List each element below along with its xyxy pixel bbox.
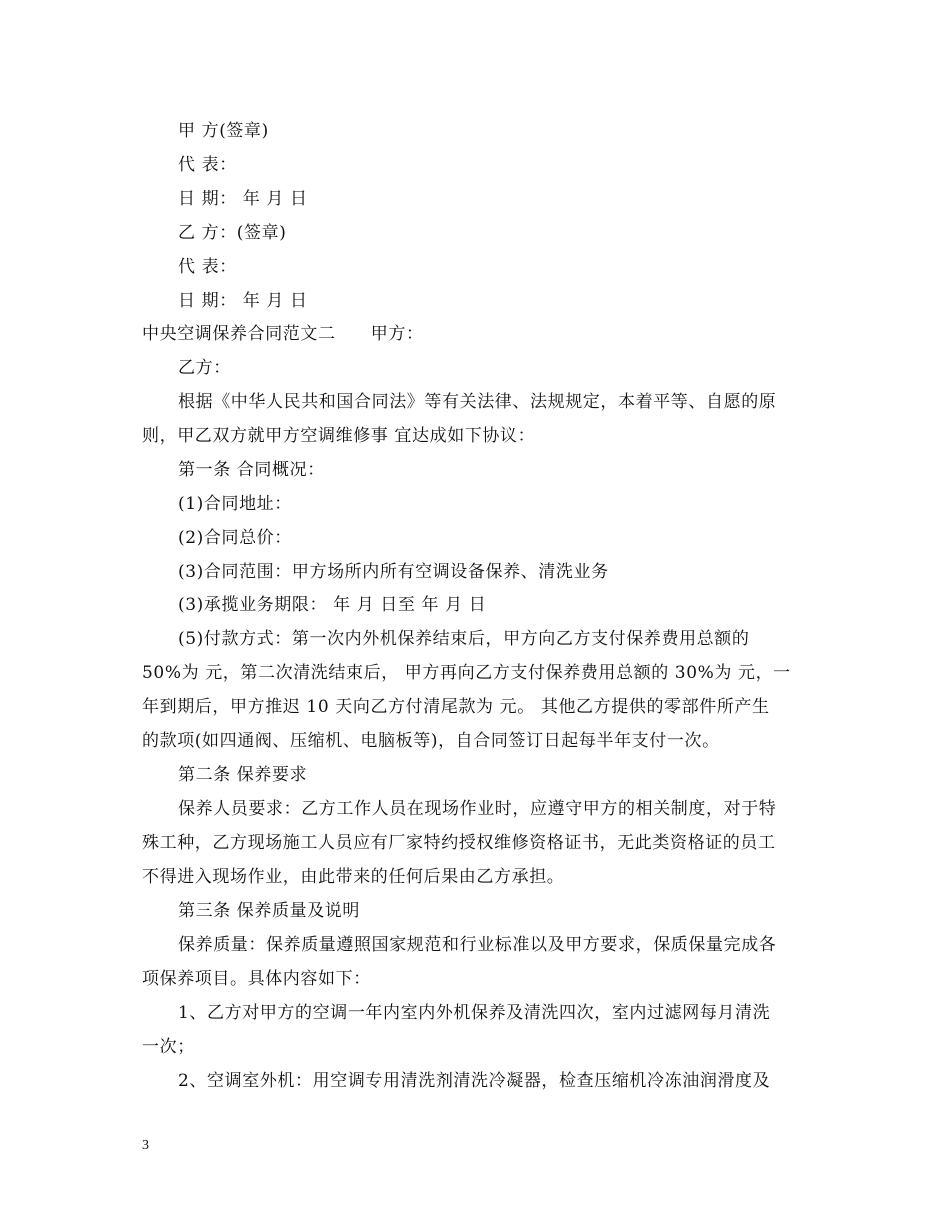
maintenance-item-1-line-1: 1、乙方对甲方的空调一年内室内外机保养及清洗四次，室内过滤网每月清洗	[178, 1003, 771, 1023]
staff-requirement-line-1: 保养人员要求：乙方工作人员在现场作业时，应遵守甲方的相关制度，对于特	[178, 799, 777, 819]
article-two-heading: 第二条 保养要求	[178, 765, 308, 785]
staff-requirement-line-3: 不得进入现场作业，由此带来的任何后果由乙方承担。	[142, 867, 565, 887]
maintenance-item-2-line-1: 2、空调室外机：用空调专用清洗剂清洗冷凝器，检查压缩机冷冻油润滑度及	[178, 1071, 771, 1091]
party-b-line: 乙方：	[178, 358, 231, 378]
contract-scope-item: (3)合同范围：甲方场所内所有空调设备保养、清洗业务	[178, 562, 609, 582]
party-a-representative-line: 代 表：	[178, 155, 237, 175]
page-number: 3	[142, 1138, 149, 1153]
quality-line-1: 保养质量：保养质量遵照国家规范和行业标准以及甲方要求，保质保量完成各	[178, 935, 777, 955]
party-a-signature-line: 甲 方(签章)	[178, 121, 269, 141]
contract-term-item: (3)承揽业务期限： 年 月 日至 年 月 日	[178, 595, 487, 615]
party-b-representative-line: 代 表：	[178, 257, 237, 277]
article-one-heading: 第一条 合同概况：	[178, 460, 325, 480]
maintenance-item-1-line-2: 一次；	[142, 1037, 195, 1057]
preamble-line-2: 则，甲乙双方就甲方空调维修事 宜达成如下协议：	[142, 426, 536, 446]
contract-address-item: (1)合同地址：	[178, 494, 292, 514]
staff-requirement-line-2: 殊工种，乙方现场施工人员应有厂家特约授权维修资格证书，无此类资格证的员工	[142, 833, 776, 853]
article-three-heading: 第三条 保养质量及说明	[178, 901, 361, 921]
party-b-signature-line: 乙 方：(签章)	[178, 223, 287, 243]
contract-title-line: 中央空调保养合同范文二 甲方：	[142, 324, 424, 344]
contract-total-item: (2)合同总价：	[178, 528, 292, 548]
payment-line-2: 50%为 元，第二次清洗结束后， 甲方再向乙方支付保养费用总额的 30%为 元，一	[142, 663, 791, 683]
party-b-date-line: 日 期： 年 月 日	[178, 291, 308, 311]
quality-line-2: 项保养项目。具体内容如下：	[142, 969, 371, 989]
preamble-line-1: 根据《中华人民共和国合同法》等有关法律、法规规定，本着平等、自愿的原	[178, 392, 777, 412]
payment-line-4: 的款项(如四通阀、压缩机、电脑板等)，自合同签订日起每半年支付一次。	[142, 731, 720, 751]
party-a-date-line: 日 期： 年 月 日	[178, 189, 308, 209]
payment-line-1: (5)付款方式：第一次内外机保养结束后，甲方向乙方支付保养费用总额的	[178, 629, 750, 649]
payment-line-3: 年到期后，甲方推迟 10 天向乙方付清尾款为 元。 其他乙方提供的零部件所产生	[142, 697, 770, 717]
